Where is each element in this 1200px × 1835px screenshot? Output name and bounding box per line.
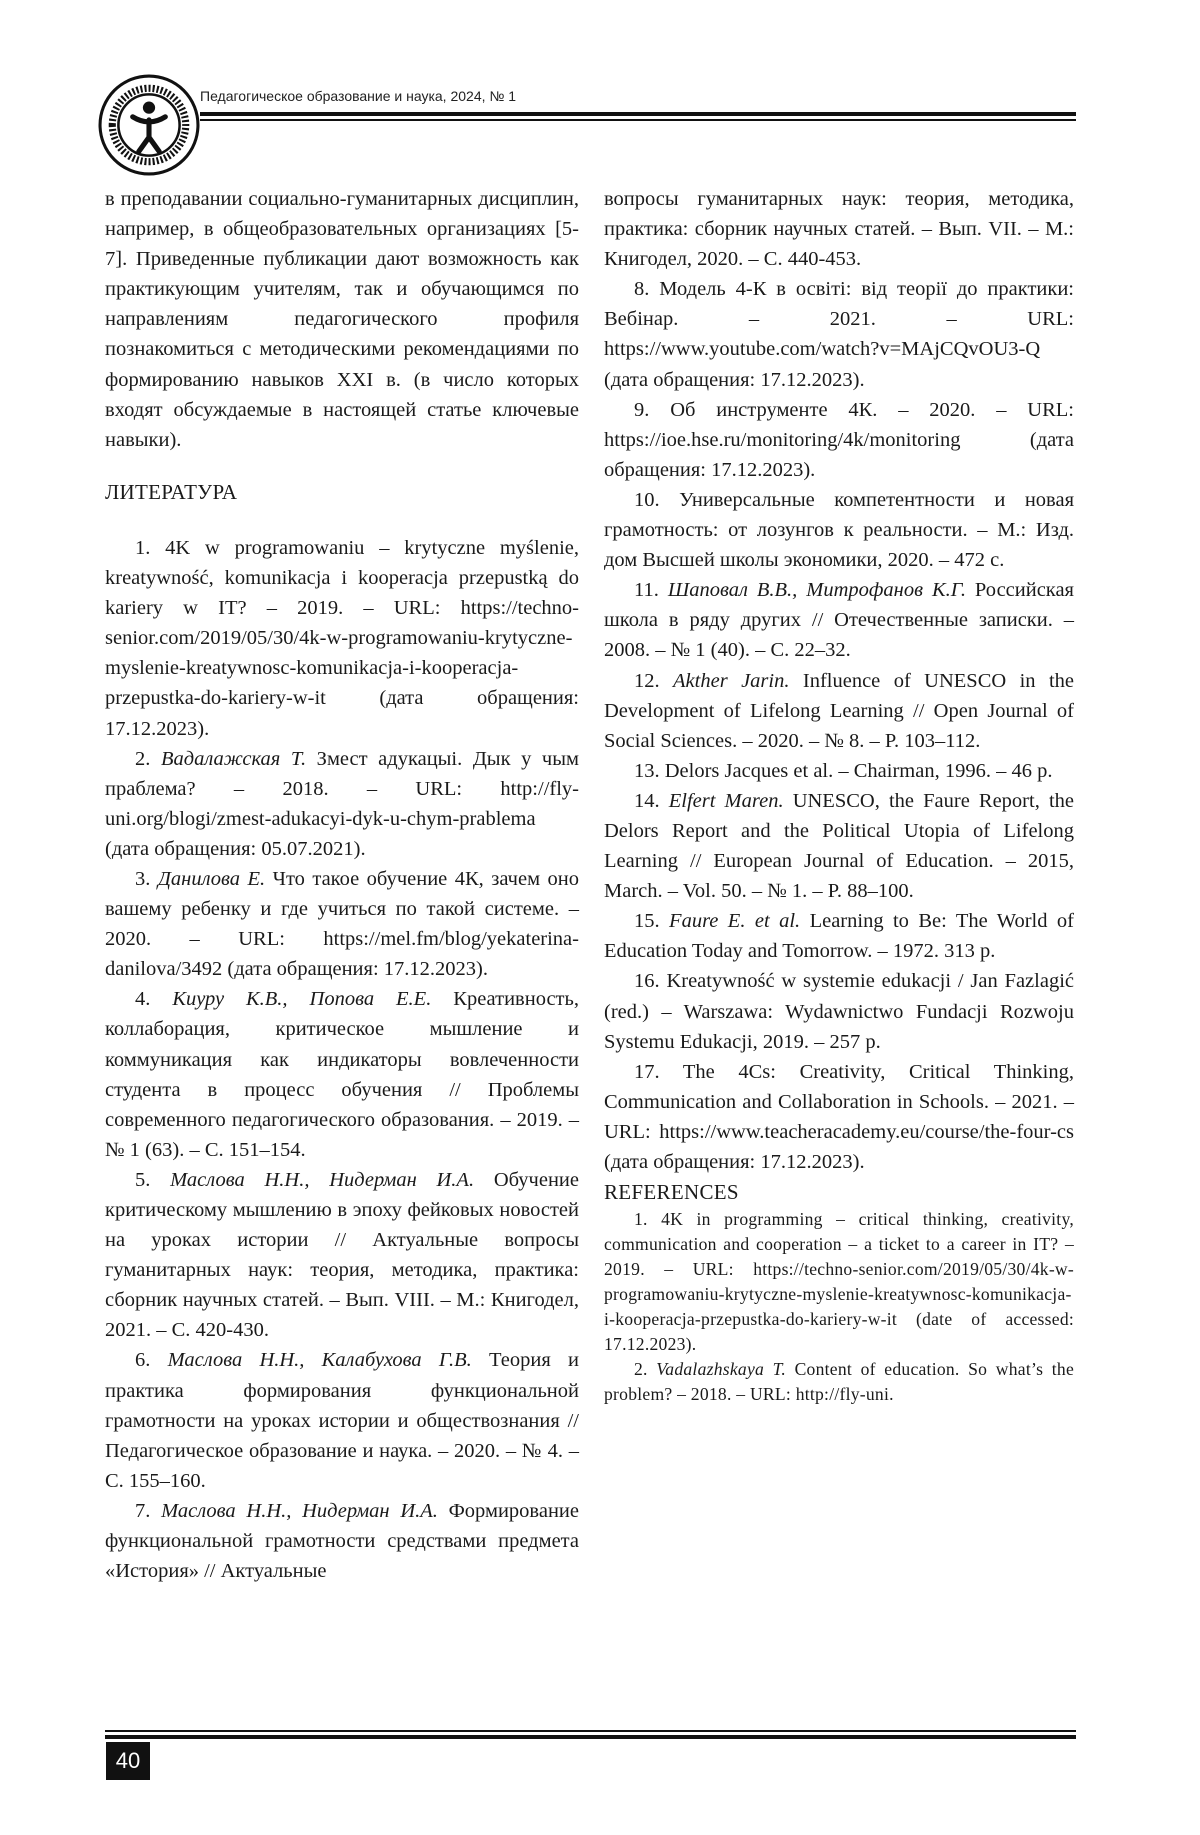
reference-text: 10. Универсальные компетентности и новая грамотность: от лозунгов к реальности. – М.: Изд. дом Высшей школы экономики, 2020. – 472 с.	[604, 488, 1074, 572]
reference-number: 6.	[135, 1349, 168, 1372]
journal-title: Педагогическое образование и наука, 2024, № 1	[200, 88, 517, 104]
reference-authors: Маслова Н.Н., Нидерман И.А.	[170, 1168, 475, 1191]
reference-item	[604, 666, 1074, 756]
reference-text: 17. The 4Cs: Creativity, Critical Thinking, Communication and Collaboration in Schools. – 2021. – URL: https://www.teacheracademy.eu/course/the-four-cs (дата обращения: 17.12.2023).	[604, 1060, 1074, 1173]
reference-item	[105, 864, 579, 984]
reference-item	[604, 274, 1074, 394]
reference-item	[105, 1345, 579, 1495]
reference-number: 12.	[634, 669, 674, 692]
intro-paragraph: в преподавании социально-гуманитарных дисциплин, например, в общеобразовательных организациях [5-7]. Приведенные публикации дают возможность как практикующим учителям, так и обучающимся по направлениям педагогического профиля познакомиться с методическими рекомендациями по формированию навыков XXI в. (в число которых входят обсуждаемые в настоящей статье ключевые навыки).	[105, 188, 579, 451]
reference-list-continued	[604, 274, 1074, 1177]
journal-logo	[98, 74, 200, 176]
reference-number: 5.	[135, 1168, 171, 1191]
reference-authors: Данилова Е.	[157, 867, 266, 890]
reference-text: Что такое обучение 4К, зачем оно вашему ребенку и где учиться по такой системе. – 2020. – URL: https://mel.fm/blog/yekaterina-danilova/3492 (дата обращения: 17.12.2023).	[105, 867, 580, 981]
right-column	[604, 184, 1074, 1407]
reference-authors: Akther Jarin.	[673, 669, 790, 692]
reference-text: Теория и практика формирования функциональной грамотности на уроках истории и обществознания // Педагогическое образование и наука. – 2020. – № 4. – С. 155–160.	[105, 1349, 579, 1492]
reference-item	[604, 756, 1074, 786]
reference-item	[105, 744, 579, 864]
reference-authors: Elfert Maren.	[668, 789, 784, 812]
reference-item	[604, 1207, 1074, 1357]
reference-authors: Маслова Н.Н., Калабухова Г.В.	[167, 1349, 472, 1372]
reference-text: Content of education. So what’s the problem? – 2018. – URL: http://fly-uni.	[604, 1359, 1074, 1405]
reference-item	[604, 906, 1074, 966]
reference-authors: Вадалажская Т.	[160, 747, 307, 770]
reference-item	[105, 533, 579, 744]
reference-text: Influence of UNESCO in the Development of Lifelong Learning // Open Journal of Social Sciences. – 2020. – № 8. – P. 103–112.	[604, 669, 1074, 752]
reference-item	[604, 395, 1074, 485]
page-number: 40	[106, 1742, 150, 1780]
reference-item	[604, 575, 1074, 665]
reference-continuation: вопросы гуманитарных наук: теория, методика, практика: сборник научных статей. – Вып. VII. – М.: Книгодел, 2020. – С. 440-453.	[604, 188, 1074, 271]
reference-item	[604, 1357, 1074, 1407]
reference-text: 1. 4K in programming – critical thinking, creativity, communication and cooperation – a ticket to a career in IT? – 2019. – URL: https://techno-senior.com/2019/05/30/4k-w-programowaniu-krytyczne-myslenie-kreatywnosc-komunikacja-i-kooperacja-przepustka-do-kariery-w-it (date of accessed: 17.12.2023).	[604, 1209, 1074, 1355]
reference-item	[105, 984, 579, 1165]
header-rule-thin	[200, 119, 1076, 121]
reference-text: Формирование функциональной грамотности средствами предмета «История» // Актуальные	[105, 1499, 579, 1583]
reference-item	[105, 1165, 579, 1346]
reference-number: 2.	[135, 747, 161, 770]
reference-number: 15.	[634, 910, 670, 933]
reference-number: 11.	[634, 579, 668, 602]
reference-authors: Vadalazhskaya T.	[656, 1359, 787, 1380]
reference-item	[604, 1057, 1074, 1177]
footer-rule-thin	[105, 1730, 1076, 1732]
literature-heading: ЛИТЕРАТУРА	[105, 479, 238, 504]
reference-text: Обучение критическому мышлению в эпоху фейковых новостей на уроках истории // Актуальные вопросы гуманитарных наук: теория, методика, практика: сборник научных статей. – Вып. VIII. – М.: Книгодел, 2021. – С. 420-430.	[105, 1168, 579, 1342]
reference-number: 3.	[135, 867, 158, 890]
reference-text: 8. Модель 4-К в освіті: від теорії до практики: Вебінар. – 2021. – URL: https://www.youtube.com/watch?v=MAjCQvOU3-Q (дата обращения: 17.12.2023).	[604, 278, 1074, 391]
left-column	[105, 184, 579, 1586]
reference-number: 14.	[634, 789, 669, 812]
english-reference-list	[604, 1207, 1074, 1407]
reference-text: Российская школа в ряду других // Отечественные записки. – 2008. – № 1 (40). – С. 22–32.	[604, 579, 1074, 662]
reference-item	[604, 786, 1074, 906]
reference-item	[105, 1496, 579, 1586]
reference-authors: Киуру К.В., Попова Е.Е.	[172, 988, 432, 1011]
reference-item	[604, 485, 1074, 575]
reference-number: 7.	[135, 1499, 162, 1522]
reference-text: 16. Kreatywność w systemie edukacji / Jan Fazlagić (red.) – Warszawa: Wydawnictwo Fundacji Rozwoju Systemu Edukacji, 2019. – 257 p.	[604, 970, 1074, 1053]
reference-list	[105, 533, 579, 1586]
footer-rule	[105, 1735, 1076, 1739]
header-rule	[200, 112, 1076, 116]
reference-text: 1. 4K w programowaniu – krytyczne myślenie, kreatywność, komunikacja i kooperacja przepustką do kariery w IT? – 2019. – URL: https://techno-senior.com/2019/05/30/4k-w-programowaniu-krytyczne-myslenie-kreatywnosc-komunikacja-i-kooperacja-przepustka-do-kariery-w-it (дата обращения: 17.12.2023).	[105, 536, 579, 740]
reference-text: Змест адукацыі. Дык у чым праблема? – 2018. – URL: http://fly-uni.org/blogi/zmest-adukacyi-dyk-u-chym-prablema (дата обращения: 05.07.2021).	[105, 747, 579, 860]
reference-item	[604, 966, 1074, 1056]
references-heading: REFERENCES	[604, 1180, 739, 1205]
reference-authors: Faure E. et al.	[669, 910, 801, 933]
reference-number: 2.	[634, 1359, 657, 1380]
reference-text: UNESCO, the Faure Report, the Delors Report and the Political Utopia of Lifelong Learning // European Journal of Education. – 2015, March. – Vol. 50. – № 1. – P. 88–100.	[604, 789, 1074, 903]
reference-text: Learning to Be: The World of Education Today and Tomorrow. – 1972. 313 p.	[604, 910, 1075, 963]
reference-text: Креативность, коллаборация, критическое мышление и коммуникация как индикаторы вовлеченности студента в процесс обучения // Проблемы современного педагогического образования. – 2019. – № 1 (63). – С. 151–154.	[105, 988, 579, 1161]
reference-text: 13. Delors Jacques et al. – Chairman, 1996. – 46 p.	[634, 759, 1053, 782]
reference-authors: Шаповал В.В., Митрофанов К.Г.	[667, 579, 966, 602]
reference-authors: Маслова Н.Н., Нидерман И.А.	[161, 1499, 438, 1522]
reference-number: 4.	[135, 988, 173, 1011]
reference-text: 9. Об инструменте 4К. – 2020. – URL: https://ioe.hse.ru/monitoring/4k/monitoring (дата обращения: 17.12.2023).	[604, 398, 1074, 481]
